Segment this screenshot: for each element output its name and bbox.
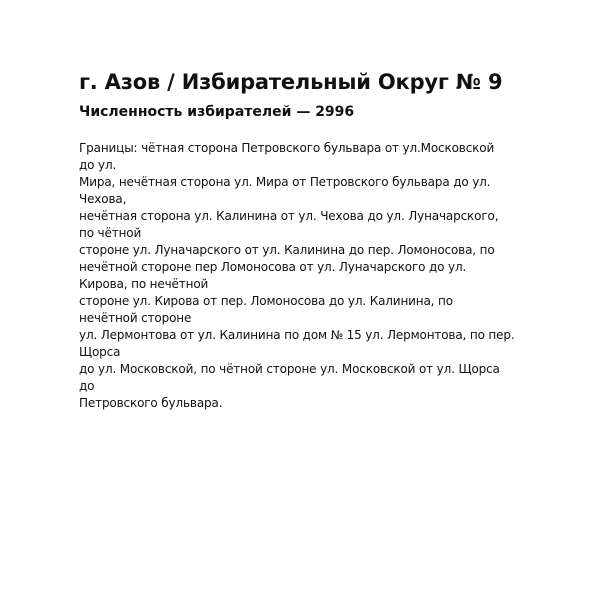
boundary-line: нечётной стороне [79,311,192,325]
boundary-line: ул. Лермонтова от ул. Калинина по дом № 15 ул. Лермонтова, по пер. [79,328,515,342]
document [79,68,549,412]
district-boundaries-text [79,140,549,412]
boundary-line: Щорса [79,345,121,359]
boundary-line: Кирова, по нечётной [79,277,209,291]
voter-count-subtitle: Численность избирателей — 2996 [79,104,355,120]
boundary-line: до [79,379,95,393]
boundary-line: Чехова, [79,192,127,206]
boundary-line: по чётной [79,226,142,240]
boundary-line: нечётной стороне пер Ломоносова от ул. Луначарского до ул. [79,260,467,274]
boundary-line: Мира, нечётная сторона ул. Мира от Петровского бульвара до ул. [79,175,491,189]
document-title: г. Азов / Избирательный Округ № 9 [79,70,503,94]
boundary-line: нечётная сторона ул. Калинина от ул. Чехова до ул. Луначарского, [79,209,499,223]
boundary-line: стороне ул. Луначарского от ул. Калинина до пер. Ломоносова, по [79,243,495,257]
boundary-line: Петровского бульвара. [79,396,223,410]
boundary-line: до ул. Московской, по чётной стороне ул. Московской от ул. Щорса [79,362,500,376]
boundary-line: до ул. [79,158,117,172]
boundary-line: стороне ул. Кирова от пер. Ломоносова до ул. Калинина, по [79,294,453,308]
boundary-line: Границы: чётная сторона Петровского бульвара от ул.Московской [79,141,495,155]
